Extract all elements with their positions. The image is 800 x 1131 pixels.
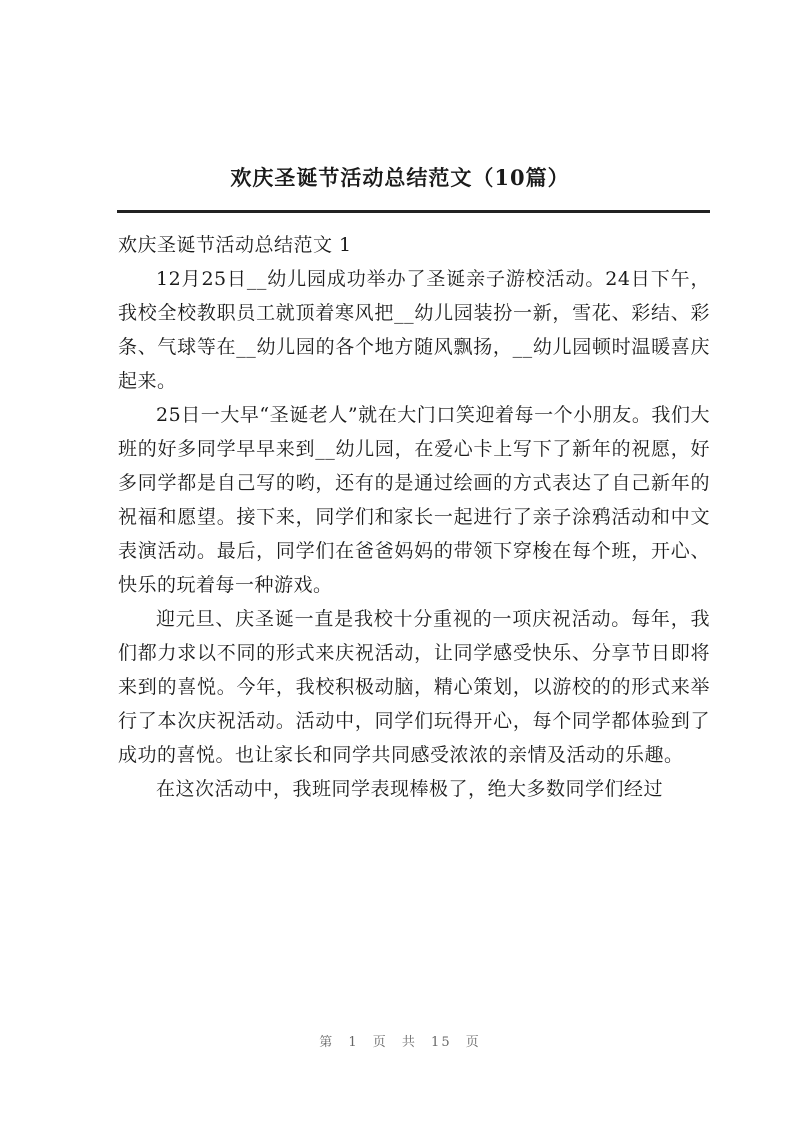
title-divider bbox=[117, 210, 710, 213]
page-number-footer: 第 1 页 共 15 页 bbox=[319, 1035, 481, 1050]
document-title: 欢庆圣诞节活动总结范文（10篇） bbox=[230, 165, 570, 190]
section-heading: 欢庆圣诞节活动总结范文 1 bbox=[118, 234, 352, 256]
paragraph-3: 迎元旦、庆圣诞一直是我校十分重视的一项庆祝活动。每年，我们都力求以不同的形式来庆祝活动，让同学感受快乐、分享节日即将来到的喜悦。今年，我校积极动脑，精心策划，以游校的的形式来举行了本次庆祝活动。活动中，同学们玩得开心，每个同学都体验到了成功的喜悦。也让家长和同学共同感受浓浓的亲情及活动的乐趣。 bbox=[118, 608, 710, 766]
paragraph-1: 12月25日__幼儿园成功举办了圣诞亲子游校活动。24日下午，我校全校教职员工就顶着寒风把__幼儿园装扮一新，雪花、彩结、彩条、气球等在__幼儿园的各个地方随风飘扬，__幼儿园顿时温暖喜庆起来。 bbox=[118, 268, 710, 392]
paragraph-2: 25日一大早“圣诞老人”就在大门口笑迎着每一个小朋友。我们大班的好多同学早早来到__幼儿园，在爱心卡上写下了新年的祝愿，好多同学都是自己写的哟，还有的是通过绘画的方式表达了自己新年的祝福和愿望。接下来，同学们和家长一起进行了亲子涂鸦活动和中文表演活动。最后，同学们在爸爸妈妈的带领下穿梭在每个班，开心、快乐的玩着每一种游戏。 bbox=[118, 404, 710, 596]
document-body bbox=[118, 228, 710, 806]
paragraph-4: 在这次活动中，我班同学表现棒极了，绝大多数同学们经过 bbox=[156, 778, 664, 800]
